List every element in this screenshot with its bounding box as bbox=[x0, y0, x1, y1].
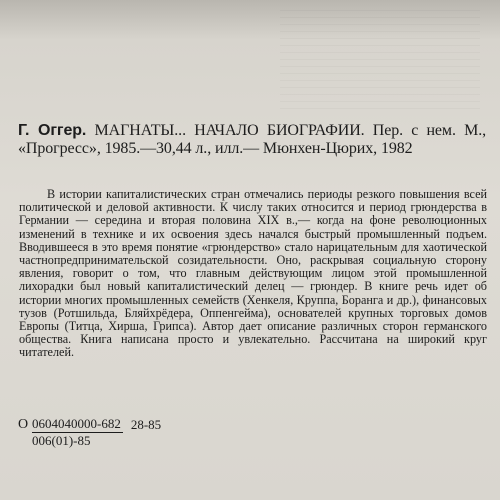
author-name: Г. Оггер. bbox=[18, 122, 87, 139]
bibliographic-citation bbox=[18, 122, 486, 158]
code-letter: О bbox=[18, 417, 29, 432]
code-denominator: 006(01)-85 bbox=[32, 433, 91, 448]
show-through-text bbox=[280, 10, 480, 110]
code-order-number: 28-85 bbox=[130, 417, 162, 432]
book-annotation bbox=[19, 188, 487, 360]
classification-codes bbox=[18, 416, 238, 449]
title-and-publication: МАГНАТЫ... НАЧАЛО БИОГРАФИИ. Пер. с нем. М., «Прогресс», 1985.—30,44 л., илл.— Мюнхен-Цюрих, 1982 bbox=[18, 122, 487, 157]
annotation-text: В истории капиталистических стран отмечались периоды резкого повышения всей политической и деловой активности. К числу таких относится и период грюндерства в Германии — середина и вторая половина XIX в.,— когда на фоне революционных изменений в технике и их освоения здесь начался быстрый промышленный подъем. Вводившееся в это время понятие «грюндерство» стало нарицательным для хаотической частнопредпринимательской созидательности. Оно, раскрывая социальную сторону явления, говорит о том, что главным действующим лицом этой промышленной лихорадки был новый капиталистический делец — грюндер. В книге речь идет об истории многих промышленных семейств (Хенкеля, Круппа, Боранга и др.), финансовых тузов (Ротшильда, Бляйхрёдера, Оппенгейма), основателей крупных торговых домов Европы (Титца, Хирша, Грипса). Автор дает описание различных сторон германского общества. Книга написана просто и увлекательно. Рассчитана на широкий круг читателей. bbox=[19, 187, 487, 360]
code-numerator: 0604040000-682 bbox=[32, 416, 121, 431]
